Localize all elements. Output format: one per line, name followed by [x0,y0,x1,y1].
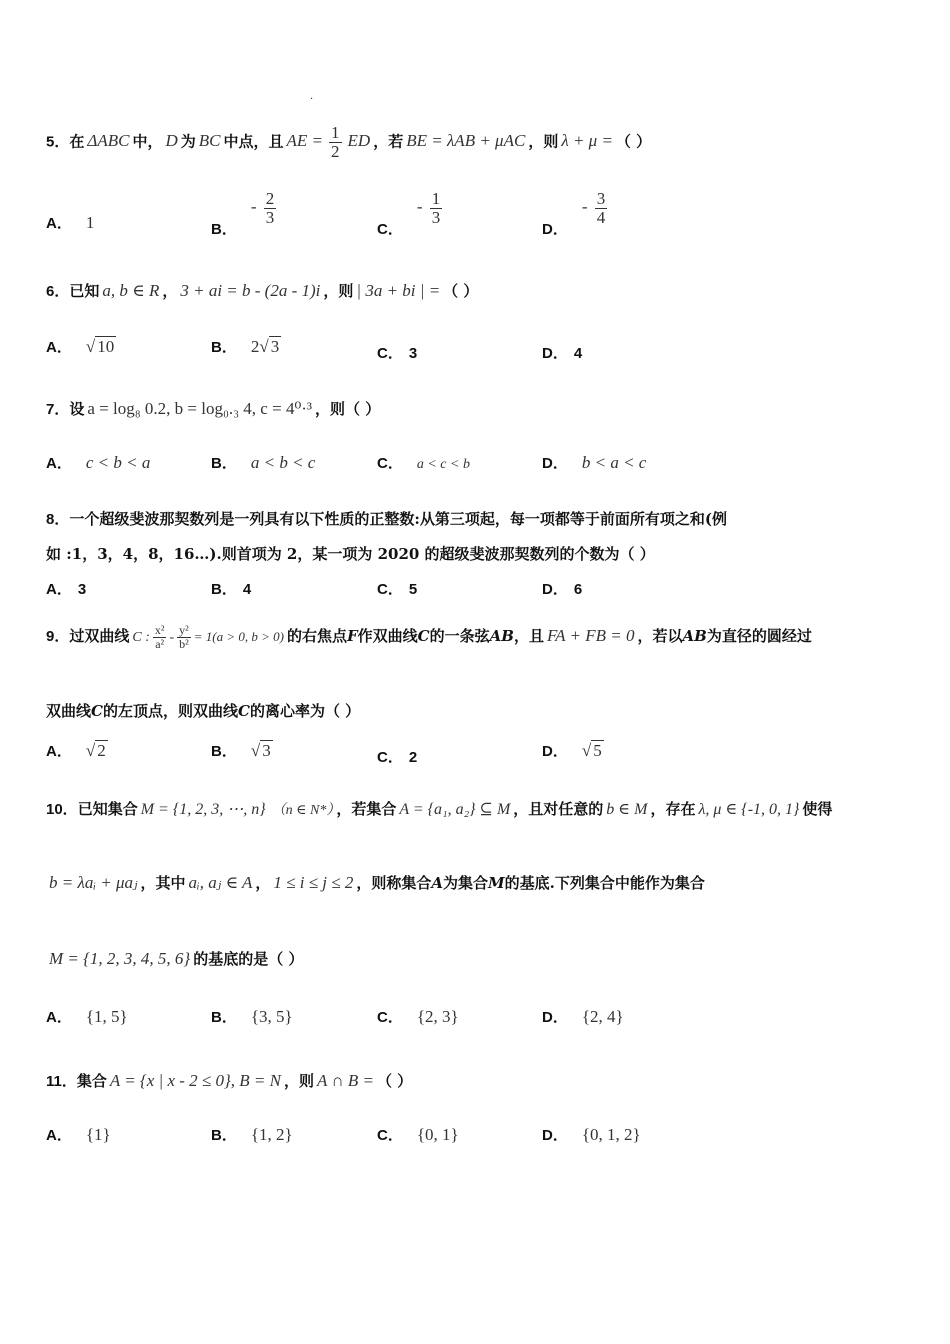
stray-dot: · [310,94,314,105]
q11-option-b[interactable]: B． {1, 2} [211,1125,293,1144]
question-6: 6．已知 a, b ∈ R ， 3 + ai = b - (2a - 1)i ，则 | 3a + bi | = （ ） [46,281,479,300]
q10-option-d[interactable]: D． {2, 4} [542,1007,624,1026]
q9-option-d[interactable]: D． √ 5 [542,741,602,760]
q7-option-b[interactable]: B． a < b < c [211,453,316,472]
q7-option-d[interactable]: D． b < a < c [542,453,647,472]
q6-option-b[interactable]: B． 2√ 3 [211,337,280,356]
q11-option-a[interactable]: A． {1} [46,1125,111,1144]
question-11: 11．集合 A = {x | x - 2 ≤ 0}, B = N ，则 A ∩ B = （ ） [46,1071,413,1090]
q5-option-d[interactable]: D．- $\frac{3}{4}$ [542,189,606,239]
q7-option-a[interactable]: A． c < b < a [46,453,151,472]
question-9-line-2: 双曲线C的左顶点，则双曲线C的离心率为（ ） [46,702,361,720]
fraction-one-half: $\frac{1}{2}$ [331,123,340,161]
q9-option-b[interactable]: B． √ 3 [211,741,271,760]
q8-option-a[interactable]: A． 3 [46,581,87,598]
q11-option-c[interactable]: C． {0, 1} [377,1125,459,1144]
question-7: 7．设 a = log₈ 0.2, b = log₀.₃ 4, c = 4⁰·³ ，则（ ） [46,399,381,418]
q9-option-c[interactable]: C． 2 [377,749,418,766]
q5-option-a[interactable]: A． 1 [46,213,95,232]
q10-option-c[interactable]: C． {2, 3} [377,1007,459,1026]
q10-option-a[interactable]: A． {1, 5} [46,1007,128,1026]
q8-option-c[interactable]: C． 5 [377,581,418,598]
q5-option-c[interactable]: C．- $\frac{1}{3}$ [377,189,441,239]
q11-option-d[interactable]: D． {0, 1, 2} [542,1125,641,1144]
question-8-line-1: 8．一个超级斐波那契数列是一列具有以下性质的正整数:从第三项起，每一项都等于前面所有项之和(例 [46,510,727,528]
q8-option-b[interactable]: B． 4 [211,581,252,598]
q6-option-c[interactable]: C． 3 [377,345,418,362]
question-10-line-2: b = λaᵢ + μaⱼ ，其中 aᵢ, aⱼ ∈ A ， 1 ≤ i ≤ j ≤ 2 ，则称集合A为集合M的基底.下列集合中能作为集合 [49,873,705,892]
question-8-line-2: 如 :1，3，4，8，16…).则首项为 2，某一项为 2020 的超级斐波那契数列的个数为（ ） [46,545,655,563]
q5-option-b[interactable]: B．- $\frac{2}{3}$ [211,189,275,239]
q8-option-d[interactable]: D． 6 [542,581,583,598]
q10-option-b[interactable]: B． {3, 5} [211,1007,293,1026]
question-10-line-1: 10．已知集合 M = {1, 2, 3, ⋯, n} （n ∈ N*） ，若集合 A = {a₁, a₂} ⊆ M ，且对任意的 b ∈ M ，存在 λ, μ ∈ {-1, 0, 1} 使得 [46,800,833,818]
question-9-line-1: 9．过双曲线 C : $\frac{\text{x²}}{\text{a²}}$ - $\frac{\text{y²}}{\text{b²}}$ = 1(a > 0, b > 0) 的右焦点F作双曲线C的一条弦AB，且 FA + FB = 0 ，若以AB为直径的圆经过 [46,623,812,651]
question-10-line-3: M = {1, 2, 3, 4, 5, 6} 的基底的是（ ） [49,949,304,968]
q7-option-c[interactable]: C． a < c < b [377,455,470,472]
q9-option-a[interactable]: A． √ 2 [46,741,106,760]
q6-option-d[interactable]: D． 4 [542,345,583,362]
q6-option-a[interactable]: A． √ 10 [46,337,115,356]
question-5: 5．在 ΔABC 中， D 为 BC 中点，且 AE = $\frac{1}{2}$ ED ，若 BE = λAB + μAC ，则 λ + μ = （ ） [46,123,652,161]
